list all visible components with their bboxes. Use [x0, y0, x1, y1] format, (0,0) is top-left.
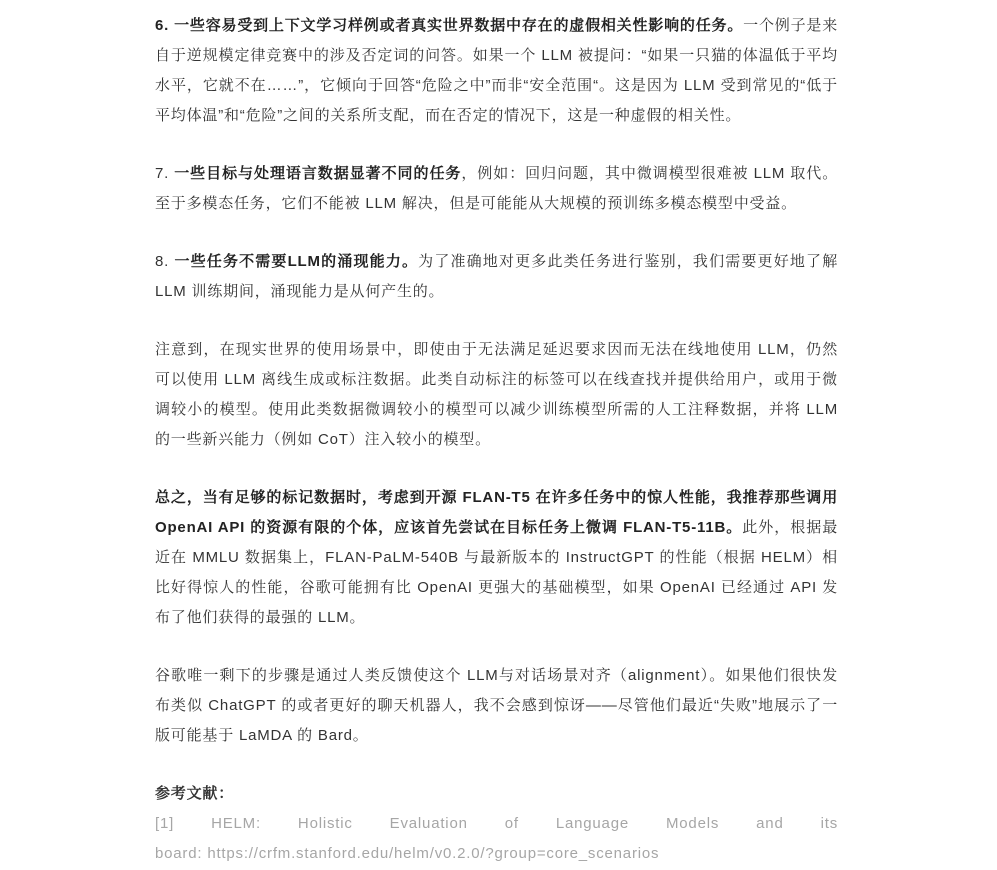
paragraph-summary	[155, 483, 838, 633]
reference-link[interactable]: https://crfm.stanford.edu/helm/v0.2.0/?group=core_scenarios	[207, 845, 660, 862]
reference-line-1: [1] HELM: Holistic Evaluation of Language Models and its	[155, 815, 838, 832]
item-7-number: 7.	[155, 165, 175, 182]
paragraph-note: 注意到，在现实世界的使用场景中，即使由于无法满足延迟要求因而无法在线地使用 LLM，仍然可以使用 LLM 离线生成或标注数据。此类自动标注的标签可以在线查找并提供给用户，或用于微调较小的模型。使用此类数据微调较小的模型可以减少训练模型所需的人工注释数据，并将 LLM 的一些新兴能力（例如 CoT）注入较小的模型。	[155, 341, 838, 448]
item-8-text: 为了准确地对更多此类任务进行鉴别，我们需要更好地了解 LLM 训练期间，涌现能力是从何产生的。	[155, 253, 839, 300]
item-7-heading: 一些目标与处理语言数据显著不同的任务	[174, 165, 462, 182]
paragraph-item-8	[155, 247, 838, 307]
article-body	[155, 0, 838, 869]
item-8-number: 8.	[155, 253, 175, 270]
paragraph-item-7	[155, 159, 838, 219]
item-6-text: 一个例子是来自于逆规模定律竞赛中的涉及否定词的问答。如果一个 LLM 被提问：“如果一只猫的体温低于平均水平，它就不在……”，它倾向于回答“危险之中”而非“安全范围“。这是因为 LLM 受到常见的“低于平均体温”和“危险”之间的关系所支配，而在否定的情况下，这是一种虚假的相关性。	[155, 17, 838, 124]
item-8-heading: 一些任务不需要LLM的涌现能力。	[174, 253, 419, 270]
summary-heading: 总之，当有足够的标记数据时，考虑到开源 FLAN-T5 在许多任务中的惊人性能，我推荐那些调用 OpenAI API 的资源有限的个体，应该首先尝试在目标任务上微调 FLAN-T5-11B。	[155, 489, 838, 536]
paragraph-google: 谷歌唯一剩下的步骤是通过人类反馈使这个 LLM与对话场景对齐（alignment）。如果他们很快发布类似 ChatGPT 的或者更好的聊天机器人，我不会感到惊讶——尽管他们最近“失败”地展示了一版可能基于 LaMDA 的 Bard。	[155, 667, 838, 744]
references-title: 参考文献：	[155, 785, 235, 802]
item-7-text: ，例如：回归问题，其中微调模型很难被 LLM 取代。至于多模态任务，它们不能被 LLM 解决，但是可能能从大规模的预训练多模态模型中受益。	[155, 165, 838, 212]
item-6-heading: 6. 一些容易受到上下文学习样例或者真实世界数据中存在的虚假相关性影响的任务。	[155, 17, 744, 34]
paragraph-item-6	[155, 11, 838, 131]
reference-item	[155, 809, 838, 869]
summary-text: 此外，根据最近在 MMLU 数据集上，FLAN-PaLM-540B 与最新版本的 InstructGPT 的性能（根据 HELM）相比好得惊人的性能，谷歌可能拥有比 OpenAI 更强大的基础模型，如果 OpenAI 已经通过 API 发布了他们获得的最强的 LLM。	[155, 519, 838, 626]
reference-board-prefix: board:	[155, 845, 208, 862]
